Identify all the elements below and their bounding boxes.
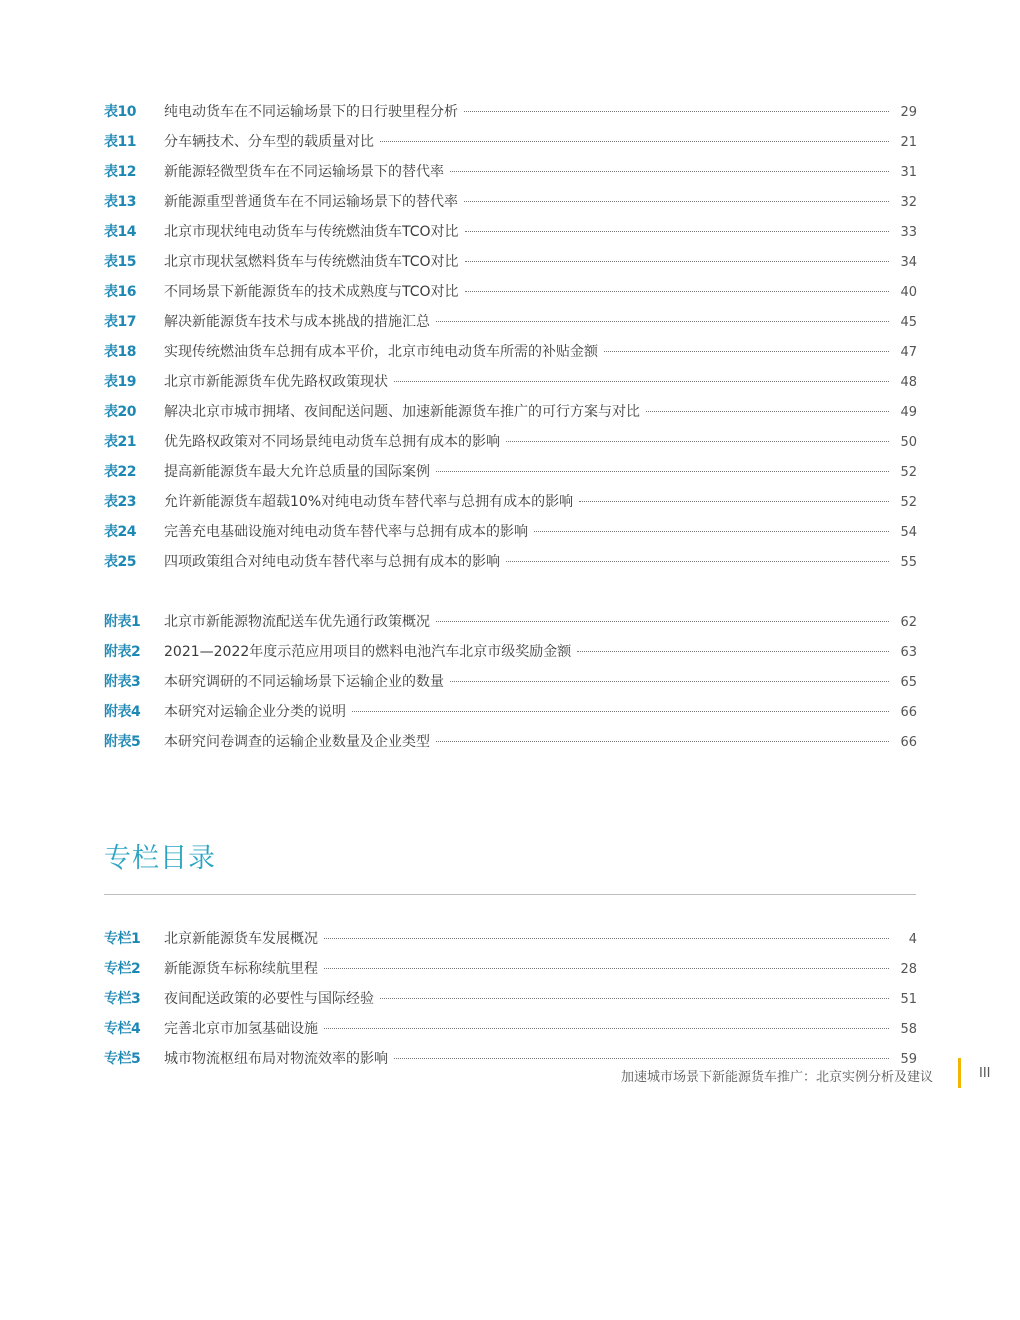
entry-label: 附表1 <box>104 614 141 630</box>
entry-label: 专栏3 <box>104 991 141 1007</box>
footer-title: 加速城市场景下新能源货车推广：北京实例分析及建议 <box>620 1070 933 1085</box>
entry-title: 本研究调研的不同运输场景下运输企业的数量 <box>164 674 444 690</box>
entry-title: 夜间配送政策的必要性与国际经验 <box>164 991 374 1007</box>
toc-entry[interactable] <box>104 984 917 1014</box>
entry-page: 50 <box>900 435 917 450</box>
toc-entry[interactable] <box>104 924 917 954</box>
dot-leader <box>436 471 889 472</box>
entry-title: 新能源重型普通货车在不同运输场景下的替代率 <box>164 194 458 210</box>
entry-label: 附表4 <box>104 704 141 720</box>
entry-title: 北京市现状纯电动货车与传统燃油货车TCO对比 <box>164 224 459 240</box>
toc-entry[interactable] <box>104 667 917 697</box>
entry-label: 表22 <box>104 464 136 480</box>
entry-page: 31 <box>900 165 917 180</box>
entry-label: 附表2 <box>104 644 141 660</box>
dot-leader <box>534 531 889 532</box>
entry-page: 4 <box>908 932 917 947</box>
column-list <box>104 924 917 1074</box>
toc-entry[interactable] <box>104 217 917 247</box>
entry-label: 表20 <box>104 404 136 420</box>
entry-title: 不同场景下新能源货车的技术成熟度与TCO对比 <box>164 284 459 300</box>
dot-leader <box>465 231 889 232</box>
entry-page: 58 <box>900 1022 917 1037</box>
entry-page: 52 <box>900 465 917 480</box>
entry-label: 附表5 <box>104 734 141 750</box>
dot-leader <box>436 321 889 322</box>
entry-page: 34 <box>900 255 917 270</box>
toc-entry[interactable] <box>104 337 917 367</box>
entry-page: 66 <box>900 705 917 720</box>
dot-leader <box>324 1028 889 1029</box>
dot-leader <box>436 621 889 622</box>
toc-entry[interactable] <box>104 277 917 307</box>
toc-entry[interactable] <box>104 517 917 547</box>
entry-label: 专栏4 <box>104 1021 141 1037</box>
dot-leader <box>450 171 889 172</box>
entry-title: 四项政策组合对纯电动货车替代率与总拥有成本的影响 <box>164 554 500 570</box>
entry-label: 附表3 <box>104 674 141 690</box>
dot-leader <box>465 261 889 262</box>
toc-entry[interactable] <box>104 157 917 187</box>
entry-page: 21 <box>900 135 917 150</box>
dot-leader <box>464 201 889 202</box>
toc-entry[interactable] <box>104 97 917 127</box>
entry-title: 北京新能源货车发展概况 <box>164 931 318 947</box>
entry-title: 城市物流枢纽布局对物流效率的影响 <box>164 1051 388 1067</box>
toc-entry[interactable] <box>104 607 917 637</box>
entry-page: 52 <box>900 495 917 510</box>
entry-label: 表21 <box>104 434 136 450</box>
entry-title: 北京市新能源物流配送车优先通行政策概况 <box>164 614 430 630</box>
dot-leader <box>450 681 889 682</box>
dot-leader <box>324 968 889 969</box>
entry-page: 54 <box>900 525 917 540</box>
entry-label: 表12 <box>104 164 136 180</box>
entry-title: 完善充电基础设施对纯电动货车替代率与总拥有成本的影响 <box>164 524 528 540</box>
dot-leader <box>394 381 889 382</box>
appendix-table-list <box>104 607 917 757</box>
toc-entry[interactable] <box>104 247 917 277</box>
entry-label: 表15 <box>104 254 136 270</box>
entry-title: 本研究对运输企业分类的说明 <box>164 704 346 720</box>
dot-leader <box>352 711 889 712</box>
entry-page: 65 <box>900 675 917 690</box>
toc-entry[interactable] <box>104 127 917 157</box>
entry-label: 表16 <box>104 284 136 300</box>
toc-entry[interactable] <box>104 187 917 217</box>
entry-title: 纯电动货车在不同运输场景下的日行驶里程分析 <box>164 104 458 120</box>
entry-title: 北京市现状氢燃料货车与传统燃油货车TCO对比 <box>164 254 459 270</box>
entry-title: 分车辆技术、分车型的载质量对比 <box>164 134 374 150</box>
footer-page-number: III <box>979 1066 991 1081</box>
entry-title: 北京市新能源货车优先路权政策现状 <box>164 374 388 390</box>
toc-entry[interactable] <box>104 954 917 984</box>
dot-leader <box>579 501 889 502</box>
entry-page: 33 <box>900 225 917 240</box>
entry-page: 66 <box>900 735 917 750</box>
entry-title: 允许新能源货车超载10%对纯电动货车替代率与总拥有成本的影响 <box>164 494 574 510</box>
dot-leader <box>506 561 889 562</box>
toc-entry[interactable] <box>104 397 917 427</box>
dot-leader <box>380 141 889 142</box>
dot-leader <box>436 741 889 742</box>
entry-title: 新能源货车标称续航里程 <box>164 961 318 977</box>
entry-page: 29 <box>900 105 917 120</box>
dot-leader <box>506 441 889 442</box>
entry-page: 40 <box>900 285 917 300</box>
dot-leader <box>464 111 889 112</box>
entry-label: 表14 <box>104 224 136 240</box>
footer-accent-bar <box>958 1058 961 1088</box>
toc-entry[interactable] <box>104 727 917 757</box>
entry-page: 59 <box>900 1052 917 1067</box>
table-list <box>104 97 917 577</box>
entry-title: 解决北京市城市拥堵、夜间配送问题、加速新能源货车推广的可行方案与对比 <box>164 404 640 420</box>
entry-page: 48 <box>900 375 917 390</box>
entry-label: 表11 <box>104 134 136 150</box>
entry-title: 解决新能源货车技术与成本挑战的措施汇总 <box>164 314 430 330</box>
entry-page: 45 <box>900 315 917 330</box>
entry-title: 新能源轻微型货车在不同运输场景下的替代率 <box>164 164 444 180</box>
toc-entry[interactable] <box>104 547 917 577</box>
entry-page: 28 <box>900 962 917 977</box>
entry-label: 专栏1 <box>104 931 141 947</box>
dot-leader <box>380 998 889 999</box>
dot-leader <box>465 291 889 292</box>
entry-title: 实现传统燃油货车总拥有成本平价，北京市纯电动货车所需的补贴金额 <box>164 344 598 360</box>
toc-entry[interactable] <box>104 367 917 397</box>
entry-label: 表13 <box>104 194 136 210</box>
entry-page: 32 <box>900 195 917 210</box>
entry-title: 优先路权政策对不同场景纯电动货车总拥有成本的影响 <box>164 434 500 450</box>
entry-page: 49 <box>900 405 917 420</box>
entry-label: 表18 <box>104 344 136 360</box>
toc-entry[interactable] <box>104 1014 917 1044</box>
entry-label: 表19 <box>104 374 136 390</box>
entry-label: 专栏2 <box>104 961 141 977</box>
entry-label: 表10 <box>104 104 136 120</box>
dot-leader <box>324 938 889 939</box>
entry-label: 表24 <box>104 524 136 540</box>
entry-page: 62 <box>900 615 917 630</box>
entry-page: 51 <box>900 992 917 1007</box>
toc-entry[interactable] <box>104 457 917 487</box>
entry-title: 完善北京市加氢基础设施 <box>164 1021 318 1037</box>
entry-page: 55 <box>900 555 917 570</box>
entry-page: 47 <box>900 345 917 360</box>
divider <box>104 894 916 895</box>
dot-leader <box>577 651 889 652</box>
toc-entry[interactable] <box>104 427 917 457</box>
entry-title: 提高新能源货车最大允许总质量的国际案例 <box>164 464 430 480</box>
entry-page: 63 <box>900 645 917 660</box>
dot-leader <box>394 1058 889 1059</box>
dot-leader <box>604 351 889 352</box>
entry-label: 表25 <box>104 554 136 570</box>
entry-title: 本研究问卷调查的运输企业数量及企业类型 <box>164 734 430 750</box>
entry-label: 表17 <box>104 314 136 330</box>
entry-title: 2021—2022年度示范应用项目的燃料电池汽车北京市级奖励金额 <box>164 644 572 660</box>
entry-label: 表23 <box>104 494 136 510</box>
entry-label: 专栏5 <box>104 1051 141 1067</box>
dot-leader <box>646 411 889 412</box>
toc-entry[interactable] <box>104 637 917 667</box>
toc-entry[interactable] <box>104 487 917 517</box>
column-list-heading: 专栏目录 <box>104 843 216 874</box>
toc-entry[interactable] <box>104 697 917 727</box>
toc-entry[interactable] <box>104 307 917 337</box>
